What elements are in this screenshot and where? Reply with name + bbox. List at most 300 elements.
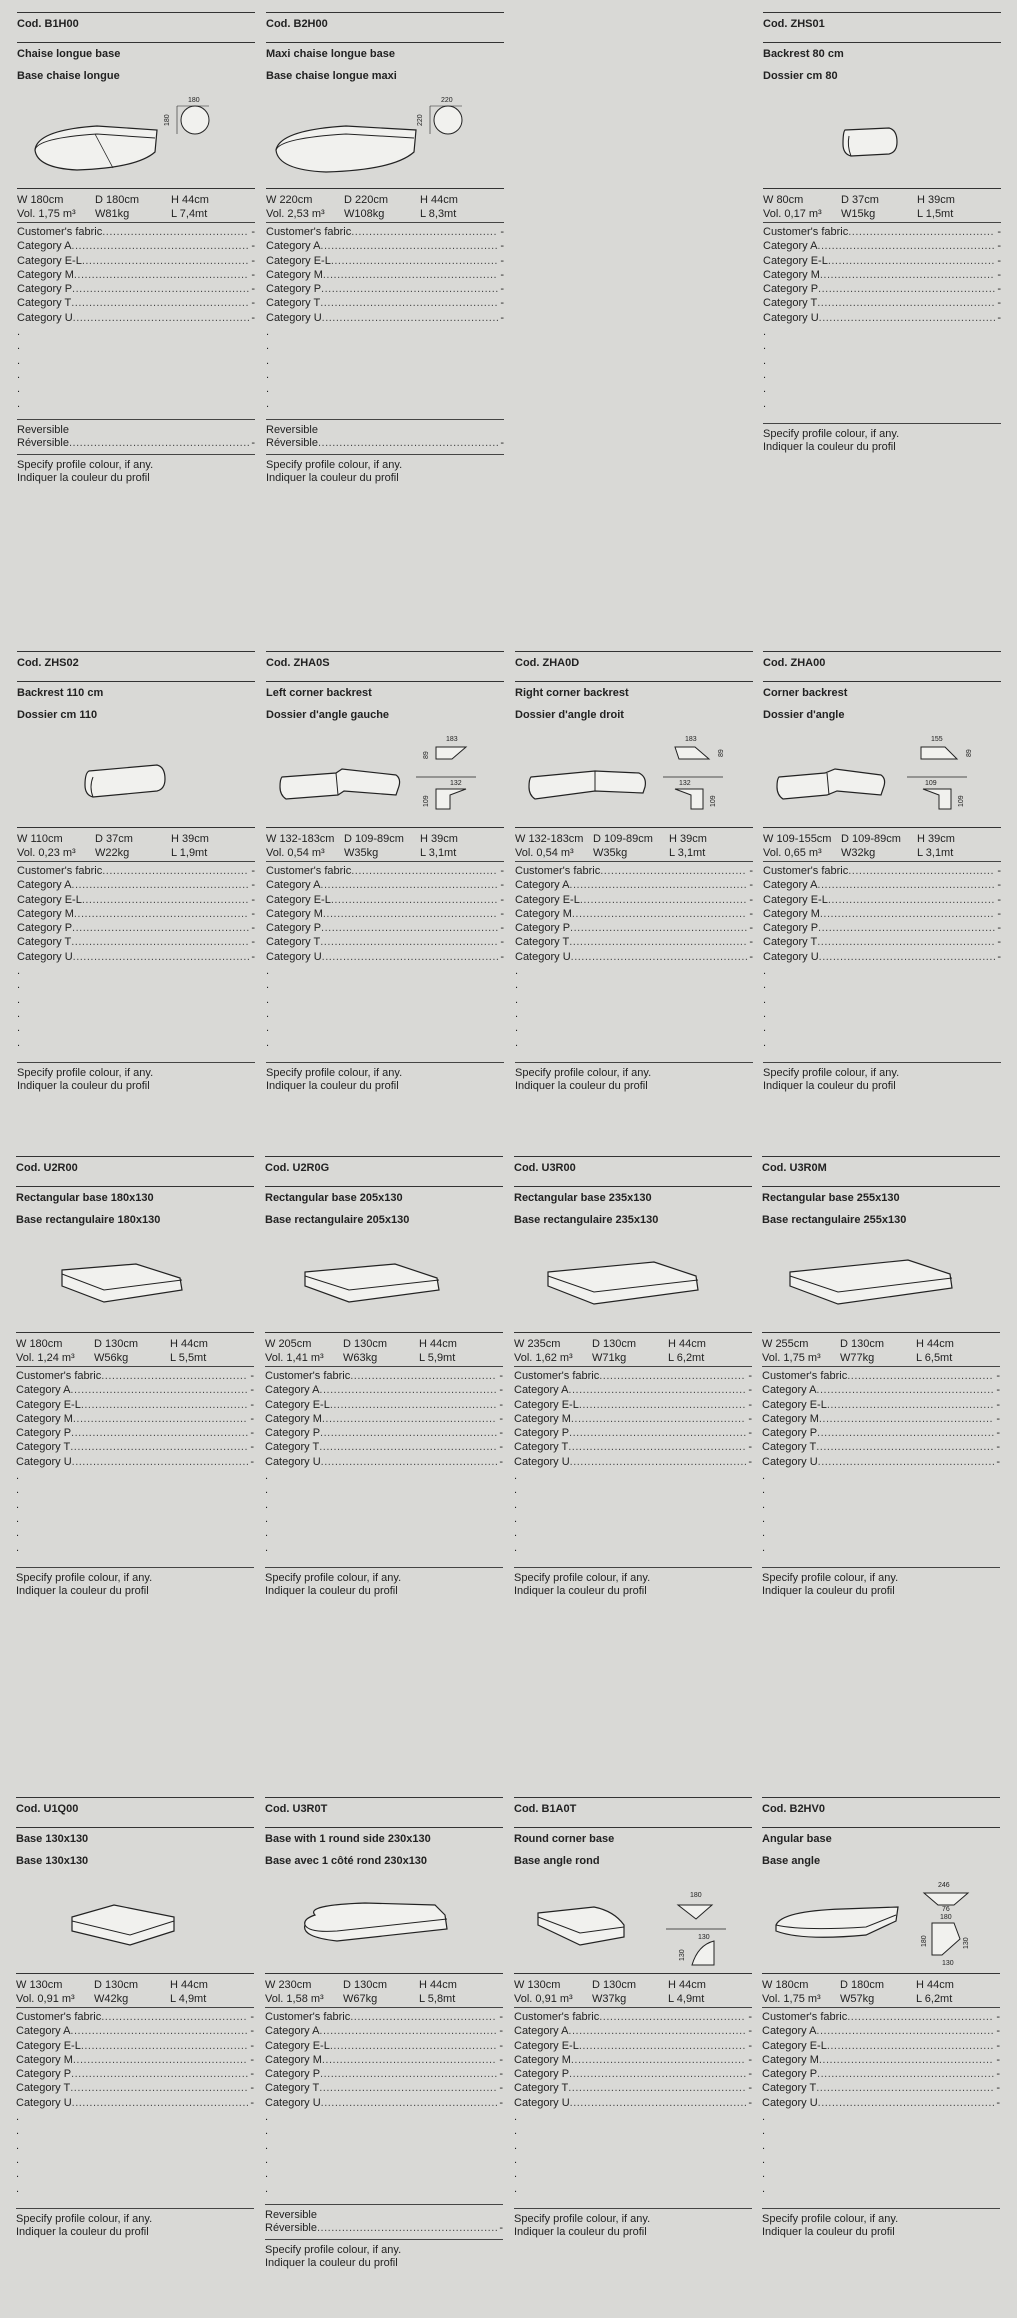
reversible-label: Reversible	[266, 423, 318, 436]
height-value: H 39cm	[669, 833, 707, 845]
category-label: Category A	[514, 1384, 569, 1397]
reversible-price: -	[499, 2221, 503, 2234]
leader-dots	[320, 239, 498, 253]
leader-dots	[579, 1398, 747, 1412]
product-figure	[265, 1875, 503, 1973]
blank-row-marker: .	[16, 2139, 20, 2152]
blank-row-marker: .	[762, 1498, 766, 1511]
category-label: Category T	[514, 2082, 569, 2095]
category-row	[763, 311, 1001, 325]
category-price: -	[500, 936, 504, 949]
blank-row-marker: .	[265, 1527, 269, 1540]
category-price: -	[250, 2039, 254, 2052]
width-value: W 180cm	[17, 194, 64, 206]
category-row	[266, 878, 504, 892]
category-price: -	[251, 240, 255, 253]
product-drawing	[266, 90, 504, 188]
profile-note	[514, 1568, 752, 1598]
leader-dots	[848, 225, 995, 239]
leader-dots	[571, 950, 748, 964]
leader-dots	[818, 1455, 995, 1469]
blank-row-marker: .	[763, 368, 767, 381]
category-row	[762, 1412, 1000, 1426]
category-label: Category M	[16, 1412, 73, 1425]
category-price: -	[749, 879, 753, 892]
product-subtitle: Base angle	[762, 1855, 821, 1867]
dimension-label: 76	[942, 1906, 950, 1913]
category-price: -	[250, 1370, 254, 1382]
leader-dots	[74, 907, 249, 921]
product-card-zhs01	[763, 12, 1001, 454]
leader-dots	[569, 878, 747, 892]
leader-dots	[350, 2010, 497, 2024]
product-title: Chaise longue base	[17, 42, 255, 70]
blank-row-marker: .	[762, 1512, 766, 1525]
category-price: -	[997, 907, 1001, 920]
category-price: -	[499, 2025, 503, 2038]
product-title: Left corner backrest	[266, 681, 504, 709]
blank-row-marker: .	[266, 1036, 270, 1049]
blank-row-marker: .	[16, 2182, 20, 2195]
blank-row-marker: .	[16, 1527, 20, 1540]
leader-dots	[320, 1426, 497, 1440]
category-label: Category P	[266, 922, 322, 935]
category-price: -	[996, 1455, 1000, 1468]
category-row	[266, 907, 504, 921]
category-row	[265, 2024, 503, 2038]
leader-dots	[331, 254, 499, 268]
category-price: -	[748, 2025, 752, 2038]
product-card-u2r0g	[265, 1156, 503, 1598]
category-price: -	[499, 1427, 503, 1440]
blank-row-marker: .	[762, 1541, 766, 1554]
fabric-category-list	[514, 2007, 752, 2196]
dimensions-block	[266, 188, 504, 222]
category-row	[17, 254, 255, 268]
leader-dots	[820, 907, 995, 921]
product-code: Cod. ZHA0S	[266, 651, 504, 681]
product-drawing	[763, 729, 1001, 827]
leader-dots	[569, 2067, 746, 2081]
fabric-category-list	[515, 861, 753, 1050]
category-row	[514, 2067, 752, 2081]
leader-dots	[73, 311, 250, 325]
category-label: Category A	[265, 2025, 320, 2038]
category-label: Category T	[266, 936, 321, 949]
category-label: Category T	[762, 2082, 817, 2095]
category-price: -	[250, 2068, 254, 2081]
blank-row-marker: .	[763, 993, 767, 1006]
category-row	[17, 878, 255, 892]
dimension-label: 183	[685, 736, 697, 743]
leader-dots	[572, 907, 747, 921]
leader-dots	[350, 1369, 497, 1383]
product-card-u3r00	[514, 1156, 752, 1598]
length-value: L 1,9mt	[171, 847, 208, 859]
blank-row-marker: .	[17, 368, 21, 381]
product-drawing	[265, 1234, 503, 1332]
category-row	[17, 864, 255, 878]
leader-dots	[330, 2039, 498, 2053]
category-label: Category P	[16, 1427, 72, 1440]
dimension-label: 109	[958, 795, 965, 807]
category-label: Category U	[514, 1455, 570, 1468]
category-label: Category T	[763, 936, 818, 949]
category-row	[265, 1455, 503, 1469]
product-code: Cod. ZHS02	[17, 651, 255, 681]
blank-row-marker: .	[266, 368, 270, 381]
profile-note-fr: Indiquer la couleur du profil	[762, 2225, 895, 2238]
category-row	[515, 907, 753, 921]
blank-row-marker: .	[515, 979, 519, 992]
category-price: -	[997, 297, 1001, 310]
blank-row-marker: .	[17, 979, 21, 992]
category-label: Category U	[265, 2096, 321, 2109]
category-price: -	[997, 922, 1001, 935]
leader-dots	[599, 2010, 746, 2024]
category-row	[762, 2053, 1000, 2067]
height-value: H 44cm	[171, 194, 209, 206]
product-code: Cod. U2R0G	[265, 1156, 503, 1186]
category-price: -	[997, 865, 1001, 877]
category-row	[514, 2081, 752, 2095]
category-row	[514, 1412, 752, 1426]
category-row	[17, 296, 255, 310]
weight-value: W57kg	[840, 1993, 875, 2005]
blank-row-marker: .	[515, 1036, 519, 1049]
leader-dots	[322, 311, 499, 325]
category-price: -	[250, 2025, 254, 2038]
volume-value: Vol. 0,23 m³	[17, 847, 76, 859]
product-drawing	[762, 1875, 1000, 1973]
category-label: Category A	[763, 879, 818, 892]
category-row	[266, 864, 504, 878]
dimension-label: 155	[931, 736, 943, 743]
weight-value: W22kg	[95, 847, 130, 859]
leader-dots	[816, 1383, 994, 1397]
product-card-b2h00	[266, 12, 504, 485]
category-price: -	[500, 865, 504, 877]
product-card-u2r00	[16, 1156, 254, 1598]
category-row	[763, 935, 1001, 949]
dimension-label: 130	[698, 1934, 710, 1941]
dimension-label: 130	[963, 1937, 970, 1949]
product-figure	[17, 90, 255, 188]
reversible-label-fr: Réversible	[17, 436, 69, 449]
category-price: -	[250, 1412, 254, 1425]
blank-row-marker: .	[265, 2168, 269, 2181]
category-label: Category T	[265, 2082, 320, 2095]
category-row	[16, 1369, 254, 1383]
category-label: Category A	[16, 1384, 71, 1397]
height-value: H 39cm	[917, 194, 955, 206]
category-price: -	[500, 240, 504, 253]
category-label: Category E-L	[17, 893, 82, 906]
category-label: Category U	[762, 2096, 818, 2109]
category-label: Category P	[265, 1427, 321, 1440]
dimension-label: 109	[423, 795, 430, 807]
leader-dots	[320, 296, 498, 310]
leader-dots	[101, 2010, 248, 2024]
leader-dots	[319, 2081, 497, 2095]
height-value: H 44cm	[916, 1979, 954, 1991]
profile-note-fr: Indiquer la couleur du profil	[763, 440, 896, 453]
fabric-category-list	[762, 2007, 1000, 2196]
blank-row-marker: .	[266, 993, 270, 1006]
dimensions-block	[515, 827, 753, 861]
category-row	[266, 921, 504, 935]
category-price: -	[996, 2096, 1000, 2109]
category-price: -	[250, 2053, 254, 2066]
blank-row-marker: .	[266, 965, 270, 978]
blank-row-marker: .	[762, 1470, 766, 1483]
blank-row-marker: .	[763, 340, 767, 353]
weight-value: W63kg	[343, 1352, 378, 1364]
product-drawing	[266, 729, 504, 827]
category-label: Category E-L	[265, 2039, 330, 2052]
category-row	[515, 921, 753, 935]
leader-dots	[321, 921, 498, 935]
blank-row-marker: .	[265, 1512, 269, 1525]
category-price: -	[997, 893, 1001, 906]
product-code: Cod. U1Q00	[16, 1797, 254, 1827]
category-row	[16, 1412, 254, 1426]
blank-row-marker: .	[514, 1527, 518, 1540]
category-price: -	[748, 1398, 752, 1411]
blank-row-marker: .	[17, 1007, 21, 1020]
profile-note-fr: Indiquer la couleur du profil	[514, 1584, 647, 1597]
category-price: -	[748, 1384, 752, 1397]
category-price: -	[748, 2039, 752, 2052]
profile-note-en: Specify profile colour, if any.	[762, 2212, 899, 2225]
category-price: -	[996, 1427, 1000, 1440]
leader-dots	[71, 1426, 248, 1440]
category-row	[515, 950, 753, 964]
fabric-category-list	[17, 222, 255, 411]
category-label: Category M	[763, 907, 820, 920]
category-price: -	[996, 1398, 1000, 1411]
category-label: Category M	[16, 2053, 73, 2066]
category-label: Category U	[266, 311, 322, 324]
leader-dots	[568, 2081, 746, 2095]
category-row	[514, 1383, 752, 1397]
category-row	[266, 225, 504, 239]
leader-dots	[71, 239, 249, 253]
product-figure	[265, 1234, 503, 1332]
category-label: Category T	[266, 297, 321, 310]
product-card-zha00	[763, 651, 1001, 1093]
dimension-label: 220	[417, 114, 424, 126]
leader-dots	[817, 1426, 994, 1440]
category-row	[762, 1440, 1000, 1454]
product-subtitle: Base chaise longue	[17, 70, 120, 82]
category-label: Category M	[17, 907, 74, 920]
leader-dots	[570, 1455, 747, 1469]
dimensions-block	[763, 188, 1001, 222]
dimensions-block	[265, 1973, 503, 2007]
category-label: Category U	[16, 2096, 72, 2109]
leader-dots	[818, 282, 995, 296]
category-price: -	[997, 254, 1001, 267]
category-label: Category M	[763, 268, 820, 281]
leader-dots	[848, 864, 995, 878]
category-row	[763, 893, 1001, 907]
product-subtitle: Dossier cm 80	[763, 70, 838, 82]
leader-dots	[820, 268, 995, 282]
leader-dots	[818, 2096, 995, 2110]
category-label: Category E-L	[763, 254, 828, 267]
leader-dots	[320, 2067, 497, 2081]
category-price: -	[500, 297, 504, 310]
blank-row-marker: .	[762, 2139, 766, 2152]
width-value: W 230cm	[265, 1979, 312, 1991]
product-card-zha0s	[266, 651, 504, 1093]
category-label: Category E-L	[762, 1398, 827, 1411]
category-row	[265, 2053, 503, 2067]
category-label: Category A	[266, 240, 321, 253]
blank-row-marker: .	[763, 383, 767, 396]
category-row	[16, 2067, 254, 2081]
profile-note-fr: Indiquer la couleur du profil	[266, 471, 399, 484]
blank-row-marker: .	[514, 1484, 518, 1497]
product-card-b2hv0	[762, 1797, 1000, 2239]
category-label: Category P	[514, 2068, 570, 2081]
leader-dots	[321, 1455, 498, 1469]
category-label: Category T	[17, 297, 72, 310]
product-drawing	[17, 90, 255, 188]
category-label: Customer's fabric	[515, 865, 601, 877]
blank-row-marker: .	[16, 1470, 20, 1483]
weight-value: W108kg	[344, 208, 385, 220]
category-row	[763, 921, 1001, 935]
dimension-label: 180	[940, 1914, 952, 1921]
category-price: -	[748, 1412, 752, 1425]
volume-value: Vol. 1,58 m³	[265, 1993, 324, 2005]
blank-row-marker: .	[17, 354, 21, 367]
width-value: W 80cm	[763, 194, 804, 206]
product-card-zhs02	[17, 651, 255, 1093]
leader-dots	[81, 2039, 249, 2053]
category-row	[265, 1383, 503, 1397]
leader-dots	[817, 239, 995, 253]
category-label: Category E-L	[16, 2039, 81, 2052]
category-row	[763, 268, 1001, 282]
category-price: -	[997, 311, 1001, 324]
leader-dots	[569, 1426, 746, 1440]
product-code: Cod. U3R00	[514, 1156, 752, 1186]
blank-row-marker: .	[514, 2182, 518, 2195]
product-figure	[16, 1875, 254, 1973]
depth-value: D 130cm	[94, 1979, 139, 1991]
blank-row-marker: .	[266, 354, 270, 367]
category-price: -	[996, 2025, 1000, 2038]
length-value: L 3,1mt	[917, 847, 954, 859]
profile-note-fr: Indiquer la couleur du profil	[16, 2225, 149, 2238]
product-title: Base 130x130	[16, 1827, 254, 1855]
category-label: Category T	[16, 1441, 71, 1454]
blank-row-marker: .	[265, 2125, 269, 2138]
weight-value: W81kg	[95, 208, 130, 220]
profile-note-fr: Indiquer la couleur du profil	[514, 2225, 647, 2238]
category-label: Category M	[266, 268, 323, 281]
category-row	[762, 2010, 1000, 2024]
category-label: Category U	[762, 1455, 818, 1468]
length-value: L 6,2mt	[668, 1352, 705, 1364]
category-row	[514, 2096, 752, 2110]
leader-dots	[817, 935, 995, 949]
category-row	[514, 2010, 752, 2024]
blank-row-marker: .	[266, 326, 270, 339]
category-row	[265, 2081, 503, 2095]
category-row	[762, 1426, 1000, 1440]
leader-dots	[102, 864, 249, 878]
category-label: Category M	[17, 268, 74, 281]
product-subtitle: Base rectangulaire 205x130	[265, 1214, 410, 1226]
category-row	[515, 878, 753, 892]
category-label: Category A	[266, 879, 321, 892]
category-label: Category E-L	[266, 893, 331, 906]
profile-note	[17, 455, 255, 485]
product-title: Round corner base	[514, 1827, 752, 1855]
blank-row-marker: .	[266, 340, 270, 353]
depth-value: D 37cm	[95, 833, 133, 845]
length-value: L 1,5mt	[917, 208, 954, 220]
category-label: Category U	[763, 950, 819, 963]
category-label: Category T	[762, 1441, 817, 1454]
leader-dots	[828, 254, 996, 268]
leader-dots	[816, 2081, 994, 2095]
fabric-category-list	[763, 861, 1001, 1050]
product-subtitle: Dossier d'angle gauche	[266, 709, 390, 721]
width-value: W 180cm	[762, 1979, 809, 1991]
leader-dots	[102, 225, 249, 239]
width-value: W 132-183cm	[266, 833, 335, 845]
category-price: -	[251, 297, 255, 310]
profile-note-fr: Indiquer la couleur du profil	[17, 1079, 150, 1092]
category-label: Category U	[17, 950, 73, 963]
product-title: Maxi chaise longue base	[266, 42, 504, 70]
blank-row-marker: .	[763, 965, 767, 978]
blank-row-marker: .	[266, 397, 270, 410]
category-row	[266, 268, 504, 282]
category-row	[514, 1426, 752, 1440]
dimension-label: 180	[188, 97, 200, 104]
product-title: Rectangular base 205x130	[265, 1186, 503, 1214]
profile-note	[16, 2209, 254, 2239]
leader-dots	[827, 2039, 995, 2053]
blank-row-marker: .	[763, 354, 767, 367]
category-price: -	[500, 254, 504, 267]
blank-row-marker: .	[515, 1022, 519, 1035]
product-figure	[763, 90, 1001, 188]
category-label: Category M	[515, 907, 572, 920]
dimensions-block	[763, 827, 1001, 861]
category-label: Category U	[266, 950, 322, 963]
profile-note	[762, 2209, 1000, 2239]
length-value: L 4,9mt	[170, 1993, 207, 2005]
profile-note-en: Specify profile colour, if any.	[514, 2212, 651, 2225]
category-label: Category P	[17, 922, 73, 935]
category-label: Category E-L	[763, 893, 828, 906]
category-label: Category A	[762, 1384, 817, 1397]
profile-note	[763, 1063, 1001, 1093]
blank-row-marker: .	[514, 2153, 518, 2166]
category-row	[16, 2010, 254, 2024]
category-row	[17, 935, 255, 949]
depth-value: D 130cm	[592, 1979, 637, 1991]
category-label: Category E-L	[514, 2039, 579, 2052]
leader-dots	[72, 1455, 249, 1469]
